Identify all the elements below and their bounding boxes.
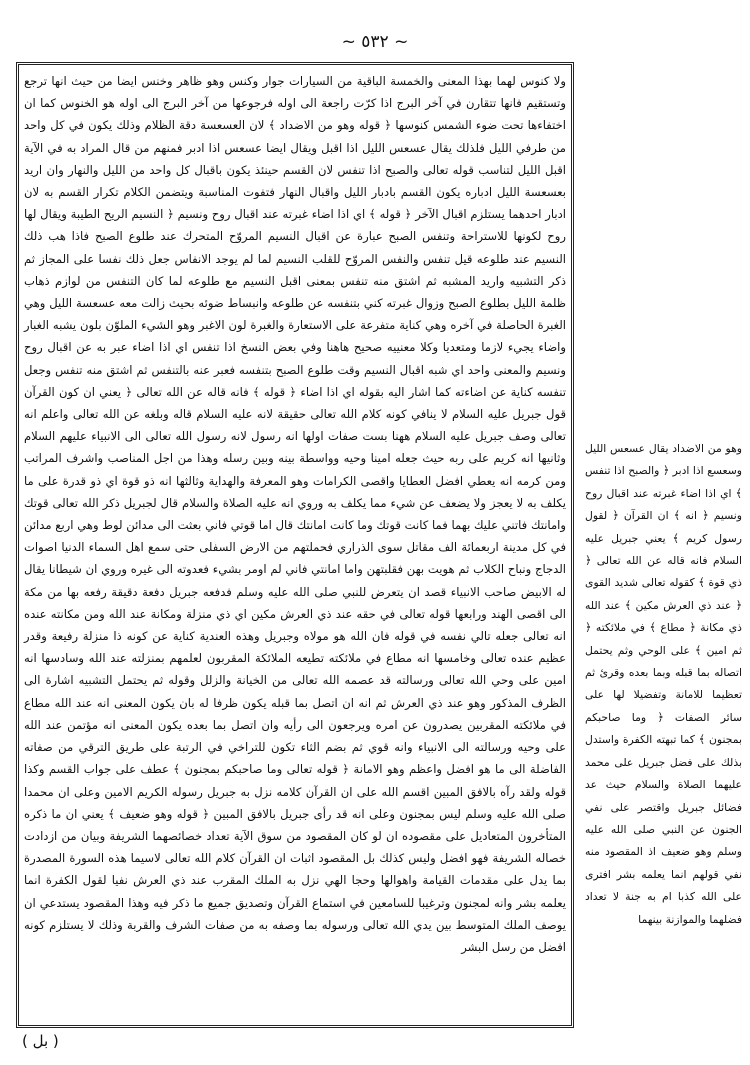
commentary-text: ولا كنوس لهما بهذا المعنى والخمسة الباقية من السيارات جوار وكنس وهو ظاهر وخنس ايضا من حيث انها ترجع وتستقيم فانها تتقارن في آخر البرج اذا كرّت راجعة الى اوله فرجوعها من آخر البرج الى اوله هو الخنوس كما ان اختفاءها تحت ضوء الشمس كنوسها ﴿ قوله وهو من الاضداد ﴾ لان العسعسة دقة الظلام وذلك يكون في كل واحد من طرفي الليل فلذلك يقال عسعس الليل اذا اقبل ويقال ايضا عسعس اذا ادبر فمنهم من قال المراد به في الآية اقبل الليل لتناسب قوله تعالى والصبح اذا تنفس لان القسم حينئذ يكون باقبال كل واحد من الليل والنهار وان اريد بعسعسة الليل ادباره يكون القسم بادبار الليل واقبال النهار فتفوت المناسبة ويتضمن الكلام تكرار القسم به لان ادبار احدهما يستلزم اقبال الآخر ﴿ قوله ﴾ اي اذا اضاء غبرته عند اقبال روح ونسيم ﴿ النسيم الريح الطيبة ويقال لها روح لكونها للاستراحة وتنفس الصبح عبارة عن اقبال النسيم المروّح المتحرك عند طلوع الصبح فاذا هب ذلك النسيم عند طلوعه قيل تنفس والنفس المروّح للقلب النسيم لما لم يوجد الانفاس جعل ذلك نفسا على المجاز ثم ذكر التشبيه واريد المشبه ثم اشتق منه تنفس بمعنى اقبل النسيم مع طلوعه لما كان التنفس من لوازم ذهاب ظلمة الليل بطلوع الصبح وزوال غبرته كني بتنفسه عن طلوعه وانبساط ضوئه بحيث زالت معه عسعسة الليل وهي الغبرة الحاصلة في آخره وهي كناية متفرعة على الاستعارة والغبرة لون الاغبر وهو الشيء الملوّن بلون يشبه الغبار واضاء يجيء لازما ومتعديا وكلا معنييه صحيح هاهنا وفي بعض النسخ اذا تنفس اي اذا اضاء عبر به عن اقبال روح ونسيم والمعنى واحد اي شبه اقبال النسيم وقت طلوع الصبح بتنفسه فعبر عنه بالتنفس ثم اشتق منه تنفس وجعل تنفسه كناية عن اضاءته كما اشار اليه بقوله اي اذا اضاء ﴿ قوله ﴾ فانه قاله عن الله تعالى ﴿ يعني ان كون القرآن قول جبريل عليه السلام لا ينافي كونه كلام الله تعالى حقيقة لانه عليه السلام قاله وبلغه عن الله تعالى واعلم انه تعالى وصف جبريل عليه السلام ههنا بست صفات اولها انه رسول لانه رسول الله تعالى الى الانبياء عليهم السلام وثانيها انه كريم على ربه حيث جعله امينا وحيه وواسطة بينه وبين رسله وهذا من اجل المناصب واشرف المراتب ومن كرمه انه يعطي افضل العطايا واقصى الكرامات وهو المعرفة والهداية وثالثها انه ذو قوة اي ذو قدرة على ما يكلف به لا يعجز ولا يضعف عن شيء مما يكلف به وروي انه عليه الصلاة والسلام قال لجبريل ذكر الله تعالى قوتك وامانتك فاتني عليك بهما فما كانت قوتك وما كانت امانتك قال اما قوتي فاني بعثت الى مدائن لوط وهي اربع مدائن في كل مدينة اربعمائة الف مقاتل سوى الذراري فحملتهم من الارض السفلى حتى سمع اهل السماء الدنيا اصوات الدجاج ونباح الكلاب ثم هويت بهن فقلبتهن واما امانتي فاني لم اومر بشيء فعدوته الى غيره وروي ان شيطانا يقال له الابيض صاحب الانبياء قصد ان يتعرض للنبي صلى الله عليه وسلم فدفعه جبريل دفعة دقيقة رفعه بها من مكة الى اقصى الهند ورابعها قوله تعالى في حقه عند ذي العرش مكين اي ذي منزلة ومكانة عند الله ومن مكانته عنده انه تعالى جعله تالي نفسه في قوله فان الله هو مولاه وجبريل وهذه العندية كناية عن كونه ذا منزلة رفيعة وقدر عظيم عنده تعالى وخامسها انه مطاع في ملائكته تطيعه الملائكة المقربون لعلمهم بمنزلته عند الله وسادسها انه امين على وحي الله تعالى ورسالته قد عصمه الله تعالى من الخيانة والزلل وقوله ثم يحتمل التشبيه اشارة الى الظرف المذكور وهو عند ذي العرش ثم انه ان اتصل بما قبله يكون ظرفا له بان يكون المعنى انه عند الله مطاع في ملائكته المقربين يصدرون عن امره ويرجعون الى رأيه وان اتصل بما بعده يكون المعنى انه مؤتمن عند الله على وحيه ورسالته الى الانبياء وانه قوي ثم بضم الثاء تكون للتراخي في الرتبة على طريق الترقي من صفاته الفاضلة الى ما هو افضل واعظم وهو الامانة ﴿ قوله تعالى وما صاحبكم بمجنون ﴾ عطف على جواب القسم وكذا قوله ولقد رآه بالافق المبين اقسم الله على ان القرآن كلامه نزل به جبريل رسوله الكريم الامين وعلى ان محمدا صلى الله عليه وسلم ليس بمجنون وعلى انه قد رأى جبريل بالافق المبين ﴿ قوله وهو ضعيف ﴾ يعني ان ما ذكره المتأخرون المتعاديل على مقصوده ان لو كان المقصود من سوق الآية تعداد خصائصهما الشريفة وبيان من ازدادت خصاله الشريفة فهو افضل وليس كذلك بل المقصود اثبات ان القرآن كلام الله تعالى لاسيما هذه السورة المصدرة بما يدل على مقدمات القيامة واهوالها وحجا الهي نزل به الملك المقرب عند ذي العرش نفيا لقول الكفرة انما يعلمه بشر وانه لمجنون وترغيبا للسامعين في استماع القرآن وتصديق جميع ما ذكر فيه وهذا المقصود يستدعي ان يوصف الملك المتوسط بين يدي الله تعالى ورسوله بما وصفه به من صفات الشرف والقربة وذلك لا يستلزم كونه افضل من رسل البشر [24, 74, 566, 954]
margin-note: وهو من الاضداد يقال عسعس الليل وسعسع اذا ادبر ﴿ والصبح اذا تنفس ﴾ اي اذا اضاء غبرته عند اقبال روح ونسيم ﴿ انه ﴾ ان القرآن ﴿ لقول رسول كريم ﴾ يعني جبريل عليه السلام فانه قاله عن الله تعالى ﴿ ذي قوة ﴾ كقوله تعالى شديد القوى ﴿ عند ذي العرش مكين ﴾ عند الله ذي مكانة ﴿ مطاع ﴾ في ملائكته ﴿ ثم امين ﴾ على الوحي وثم يحتمل اتصاله بما قبله وبما بعده وقرئ ثم تعظيما للامانة وتفضيلا لها على سائر الصفات ﴿ وما صاحبكم بمجنون ﴾ كما تبهته الكفرة واستدل بذلك على فضل جبريل على محمد عليهما الصلاة والسلام حيث عد فضائل جبريل واقتصر على نفي الجنون عن النبي صلى الله عليه وسلم وهو ضعيف اذ المقصود منه نفي قولهم انما يعلمه بشر افترى على الله كذبا ام به جنة لا تعداد فضلهما والموازنة بينهما [585, 442, 742, 926]
catchword: ( بل ) [22, 1032, 59, 1050]
page-number: ~ ٥٣٢ ~ [341, 32, 409, 52]
